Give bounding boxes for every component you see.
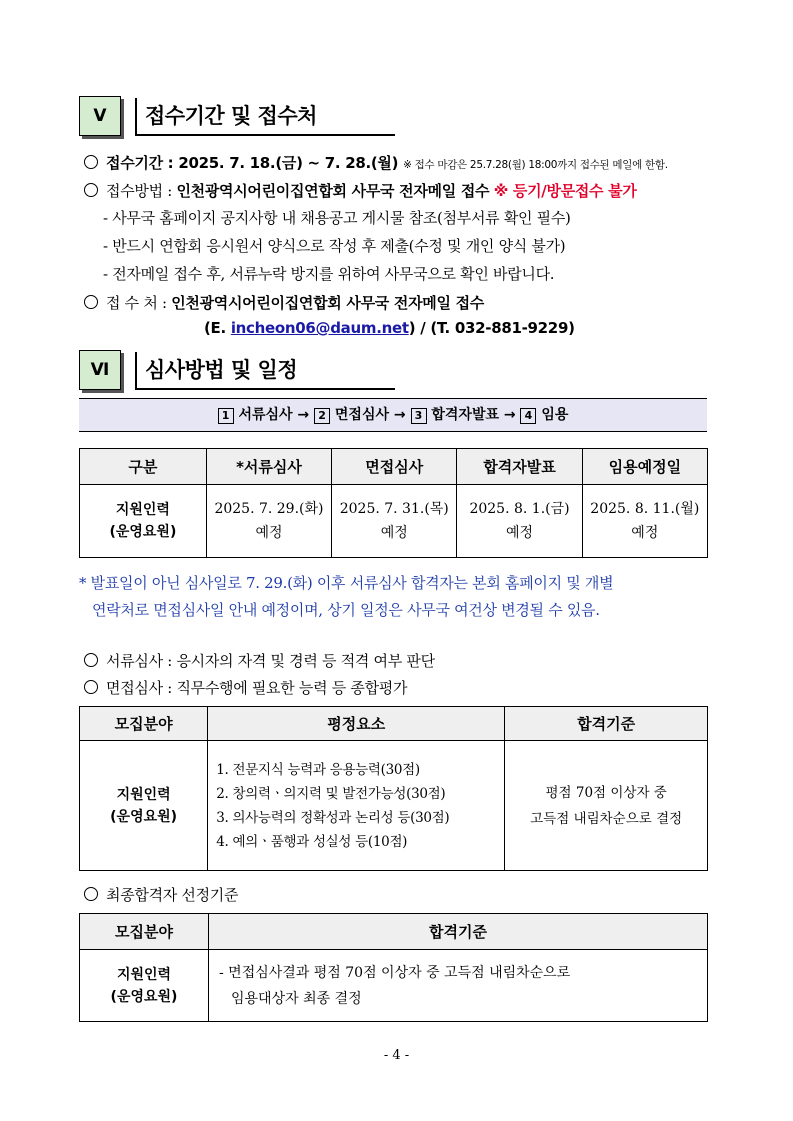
arrow-icon: → [503,407,516,423]
header-divider [135,352,137,390]
table-row [80,485,708,558]
section-header-6 [79,350,719,390]
schedule-cell [457,485,582,558]
table-header-cell: 모집분야 [80,707,208,741]
evaluation-item: 1. 전문지식 능력과 응용능력(30점) [216,761,420,778]
schedule-status: 예정 [380,525,408,541]
contact-prefix: (E. [204,319,231,337]
evaluation-item: 3. 의사능력의 정확성과 논리성 등(30점) [216,809,450,826]
evaluation-item: 4. 예의ㆍ품행과 성실성 등(10점) [216,833,408,850]
row-label-line: 지원인력 [116,966,172,983]
schedule-status: 예정 [631,525,659,541]
step-label: 면접심사 [334,407,390,423]
final-criteria-line [84,884,238,905]
schedule-date: 2025. 7. 29.(화) [214,501,324,517]
header-divider [135,98,137,136]
method-label: 접수방법 : [106,182,172,200]
period-value: 2025. 7. 18.(금) ~ 7. 28.(월) [178,154,399,172]
table-header-cell: 합격자발표 [457,449,582,485]
schedule-cell [206,485,331,558]
circle-bullet-icon [84,295,98,309]
evaluation-item: 2. 창의력ㆍ의지력 및 발전가능성(30점) [216,785,446,802]
table-row [80,741,708,871]
pass-criteria [505,741,708,871]
table-header-cell: *서류심사 [206,449,331,485]
circle-bullet-icon [84,680,98,694]
method-value: 인천광역시어린이집연합회 사무국 전자메일 접수 [176,182,490,200]
table-header-row [80,707,708,741]
criteria-text: 면접심사 : 직무수행에 필요한 능력 등 종합평가 [106,679,408,697]
step-number: 3 [411,408,427,424]
evaluation-table [79,706,708,871]
section-number-badge: Ⅵ [79,350,121,390]
criteria-text: 서류심사 : 응시자의 자격 및 경력 등 적격 여부 판단 [106,652,435,670]
criteria-line-1 [84,650,435,671]
arrow-icon: → [297,407,310,423]
period-label: 접수기간 : [106,154,174,172]
table-header-cell: 임용예정일 [582,449,707,485]
step-label: 서류심사 [238,407,293,423]
contact-suffix: ) / (T. 032-881-9229) [408,319,575,337]
final-selection-table [79,913,708,1022]
final-criteria-text [209,950,708,1022]
table-header-row [80,914,708,950]
criteria-line-2 [84,677,407,698]
schedule-status: 예정 [255,525,283,541]
section-title: 접수기간 및 접수처 [145,104,317,128]
final-criteria-label: 최종합격자 선정기준 [106,886,239,904]
row-label [80,950,209,1022]
final-criteria-line-text: 임용대상자 최종 결정 [231,990,362,1007]
method-warning: ※ 등기/방문접수 불가 [493,182,637,200]
table-header-cell: 구분 [80,449,207,485]
table-header-row [80,449,708,485]
period-note: ※ 접수 마감은 25.7.28(월) 18:00까지 접수된 메일에 한함. [403,159,668,171]
place-label: 접 수 처 : [106,294,167,312]
table-header-cell: 합격기준 [505,707,708,741]
step-number: 1 [218,408,234,424]
circle-bullet-icon [84,887,98,901]
circle-bullet-icon [84,183,98,197]
schedule-cell [582,485,707,558]
row-label-line: 지원인력 [116,786,171,803]
row-label-line: (운영요원) [110,988,178,1005]
schedule-date: 2025. 8. 11.(월) [590,501,700,517]
circle-bullet-icon [84,155,98,169]
row-label [80,485,207,558]
schedule-date: 2025. 7. 31.(목) [339,501,449,517]
table-header-cell: 면접심사 [332,449,457,485]
method-item-2: - 반드시 연합회 응시원서 양식으로 작성 후 제출(수정 및 개인 양식 불가) [103,237,566,255]
step-label: 임용 [541,407,569,423]
row-label-line: (운영요원) [109,524,177,540]
final-criteria-line-text: - 면접심사결과 평점 70점 이상자 중 고득점 내림차순으로 [219,964,571,981]
schedule-cell [332,485,457,558]
schedule-note-line-1: * 발표일이 아닌 심사일로 7. 29.(화) 이후 서류심사 합격자는 본회 홈페이지 및 개별 [79,574,614,592]
page-number: - 4 - [383,1048,410,1063]
step-label: 합격자발표 [431,407,499,423]
period-line [84,152,668,173]
place-line [84,292,484,313]
row-label [80,741,208,871]
table-header-cell: 평정요소 [208,707,505,741]
step-number: 4 [520,408,536,424]
schedule-note-line-2: 연락처로 면접심사일 안내 예정이며, 상기 일정은 사무국 여건상 변경될 수 있음. [92,601,600,619]
row-label-line: (운영요원) [110,808,178,825]
evaluation-items [208,741,505,871]
pass-criteria-line: 평점 70점 이상자 중 [545,784,667,801]
header-underline [135,388,395,390]
place-value: 인천광역시어린이집연합회 사무국 전자메일 접수 [171,294,484,312]
pass-criteria-line: 고득점 내림차순으로 결정 [530,810,683,827]
section-number-badge: V [79,96,121,136]
schedule-status: 예정 [506,525,534,541]
section-title: 심사방법 및 일정 [145,358,298,382]
schedule-date: 2025. 8. 1.(금) [469,501,570,517]
section-header-5 [79,96,719,136]
contact-line [204,319,575,337]
step-number: 2 [314,408,330,424]
circle-bullet-icon [84,653,98,667]
header-underline [135,134,395,136]
schedule-table [79,448,708,558]
table-header-cell: 합격기준 [209,914,708,950]
method-line [84,180,637,201]
method-item-3: - 전자메일 접수 후, 서류누락 방지를 위하여 사무국으로 확인 바랍니다. [103,265,555,283]
email-link[interactable]: incheon06@daum.net [230,319,409,337]
arrow-icon: → [393,407,406,423]
process-flow [79,398,707,432]
table-row [80,950,708,1022]
row-label-line: 지원인력 [115,502,170,518]
table-header-cell: 모집분야 [80,914,209,950]
method-item-1: - 사무국 홈페이지 공지사항 내 채용공고 게시물 참조(첨부서류 확인 필수) [103,209,571,227]
